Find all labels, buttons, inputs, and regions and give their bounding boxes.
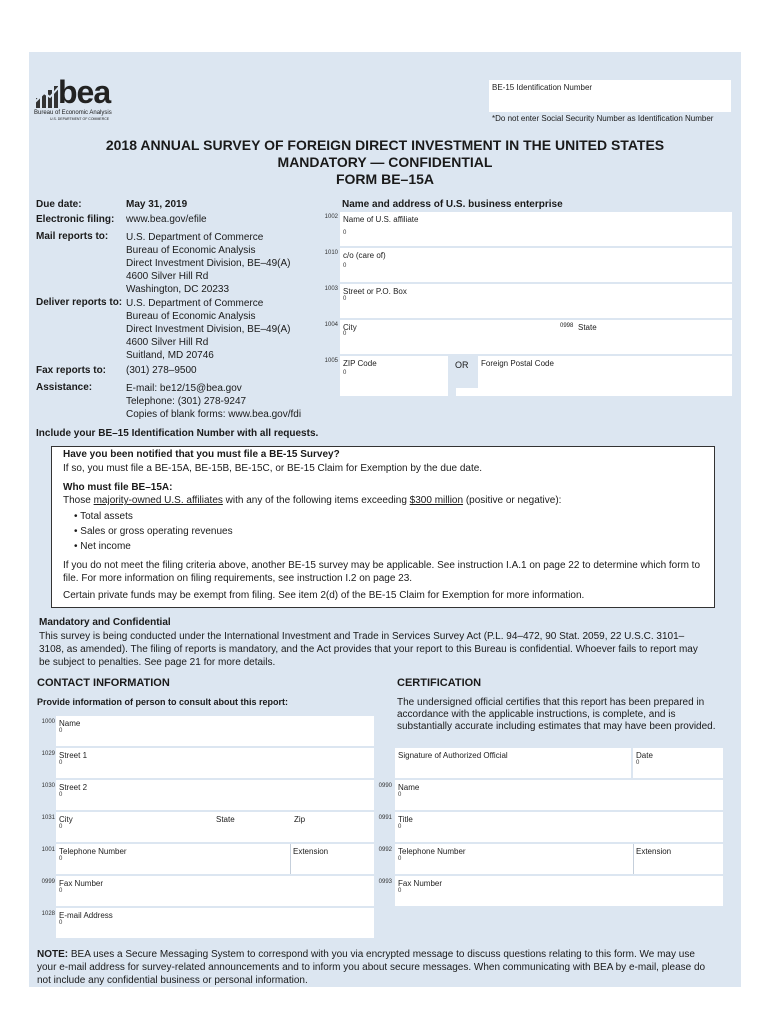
- contact-state-label: State: [216, 815, 235, 824]
- official-telephone-field[interactable]: Telephone Number 0 Extension: [395, 844, 723, 874]
- page-title: 2018 ANNUAL SURVEY OF FOREIGN DIRECT INVESTMENT IN THE UNITED STATES MANDATORY — CONFIDENTIAL FORM BE–15A: [105, 137, 665, 187]
- field-number: 1031: [41, 815, 55, 821]
- contact-street1-field[interactable]: Street 1 0: [56, 748, 374, 778]
- field-number: 1001: [41, 847, 55, 853]
- filing-notice-box: [51, 446, 715, 608]
- due-date-value: May 31, 2019: [126, 199, 188, 210]
- notified-heading: Have you been notified that you must file a BE-15 Survey?: [63, 449, 340, 460]
- field-number: 1005: [324, 358, 338, 364]
- field-number: 1010: [324, 250, 338, 256]
- contact-subheading: Provide information of person to consult about this report:: [37, 697, 289, 707]
- official-extension-label: Extension: [636, 847, 672, 856]
- assistance-info: E-mail: be12/15@bea.gov Telephone: (301) 278-9247 Copies of blank forms: www.bea.gov/fdi: [126, 383, 302, 420]
- include-id-note: Include your BE–15 Identification Number with all requests.: [36, 428, 319, 439]
- official-title-field[interactable]: Title 0: [395, 812, 723, 842]
- list-item: • Total assets: [74, 511, 133, 522]
- signature-field[interactable]: Signature of Authorized Official: [395, 748, 631, 778]
- field-number: 1003: [324, 286, 338, 292]
- official-name-field[interactable]: Name 0: [395, 780, 723, 810]
- field-number: 0990: [378, 783, 392, 789]
- who-must-file-heading: Who must file BE–15A:: [63, 482, 173, 493]
- field-number: 0992: [378, 847, 392, 853]
- certification-text: The undersigned official certifies that this report has been prepared in accordance with the applicable instructions, is complete, and is substantially accurate including estimates that may have been provided.: [397, 697, 716, 732]
- mail-address: U.S. Department of Commerce Bureau of Economic Analysis Direct Investment Division, BE–49(A) 4600 Silver Hill Rd Washington, DC 20233: [126, 232, 291, 295]
- date-field[interactable]: Date 0: [633, 748, 723, 778]
- fax-label: Fax reports to:: [36, 365, 107, 376]
- threshold-link[interactable]: $300 million: [409, 495, 464, 506]
- notified-text: If so, you must file a BE-15A, BE-15B, BE-15C, or BE-15 Claim for Exemption by the due date.: [63, 463, 483, 474]
- field-number: 1029: [41, 751, 55, 757]
- contact-telephone-field[interactable]: Telephone Number 0 Extension: [56, 844, 374, 874]
- state-label: State: [578, 323, 597, 332]
- who-must-file-text: Those majority-owned U.S. affiliates with any of the following items exceeding $300 million (positive or negative):: [63, 495, 562, 506]
- mandatory-heading: Mandatory and Confidential: [39, 617, 171, 628]
- private-funds-text: Certain private funds may be exempt from filing. See item 2(d) of the BE-15 Claim for Exemption for more information.: [63, 590, 585, 601]
- list-item: • Sales or gross operating revenues: [74, 526, 233, 537]
- identification-number-field[interactable]: BE-15 Identification Number: [489, 80, 731, 112]
- street-field[interactable]: Street or P.O. Box 0: [340, 284, 732, 318]
- ssn-note: *Do not enter Social Security Number as Identification Number: [492, 114, 714, 123]
- efile-link[interactable]: www.bea.gov/efile: [126, 214, 207, 225]
- affiliate-name-field[interactable]: Name of U.S. affiliate 0: [340, 212, 732, 246]
- field-number: 1030: [41, 783, 55, 789]
- fax-value: (301) 278–9500: [126, 365, 197, 376]
- deliver-label: Deliver reports to:: [36, 297, 123, 308]
- contact-email-field[interactable]: E-mail Address 0: [56, 908, 374, 938]
- applicability-text: If you do not meet the filing criteria above, another BE-15 survey may be applicable. See instruction I.A.1 on page 22 to determine which form to file. For more information on filing requirements, see instruction I.2 on page 23.: [63, 560, 701, 584]
- field-number: 0991: [378, 815, 392, 821]
- list-item: • Net income: [74, 541, 131, 552]
- city-field[interactable]: City 0 0998 State: [340, 320, 732, 354]
- official-fax-field[interactable]: Fax Number 0: [395, 876, 723, 906]
- foreign-postal-code-field[interactable]: Foreign Postal Code: [478, 356, 732, 396]
- zip-extension: [456, 388, 478, 396]
- majority-owned-link[interactable]: majority-owned U.S. affiliates: [93, 495, 223, 506]
- contact-city-field[interactable]: City 0 State Zip: [56, 812, 374, 842]
- secure-messaging-note: NOTE: BEA uses a Secure Messaging System to correspond with you via encrypted message to discuss questions relating to this form. We may use your e-mail address for survey-related announcements and to inform you about secure messages. When communicating with BEA by e-mail, please do not include any confidential business or personal information.: [37, 949, 706, 986]
- field-number: 1000: [41, 719, 55, 725]
- contact-heading: CONTACT INFORMATION: [37, 677, 170, 689]
- contact-fax-field[interactable]: Fax Number 0: [56, 876, 374, 906]
- mail-label: Mail reports to:: [36, 231, 109, 242]
- assistance-label: Assistance:: [36, 382, 93, 393]
- contact-extension-label: Extension: [293, 847, 329, 856]
- contact-street2-field[interactable]: Street 2 0: [56, 780, 374, 810]
- zip-code-field[interactable]: ZIP Code 0: [340, 356, 448, 396]
- deliver-address: U.S. Department of Commerce Bureau of Economic Analysis Direct Investment Division, BE–49(A) 4600 Silver Hill Rd Suitland, MD 20746: [126, 298, 291, 361]
- field-number: 1004: [324, 322, 338, 328]
- due-date-label: Due date:: [36, 199, 82, 210]
- contact-zip-label: Zip: [294, 815, 306, 824]
- bea-logo: bea Bureau of Economic Analysis U.S. DEPARTMENT OF COMMERCE: [34, 74, 112, 121]
- efile-label: Electronic filing:: [36, 214, 115, 225]
- or-box: OR: [450, 358, 476, 372]
- address-heading: Name and address of U.S. business enterprise: [342, 199, 563, 210]
- contact-name-field[interactable]: Name 0: [56, 716, 374, 746]
- field-number: 1002: [324, 214, 338, 220]
- field-number: 0999: [41, 879, 55, 885]
- logo-mark-icon: [34, 84, 60, 110]
- field-number: 1028: [41, 911, 55, 917]
- field-number: 0993: [378, 879, 392, 885]
- mandatory-text: This survey is being conducted under the International Investment and Trade in Services Survey Act (P.L. 94–472, 90 Stat. 2059, 22 U.S.C. 3101–3108, as amended). The filing of reports is mandatory, and the Act provides that your report to this Bureau is confidential. Whoever fails to report may be subject to penalties. See page 21 for more details.: [39, 631, 698, 668]
- certification-heading: CERTIFICATION: [397, 677, 482, 689]
- criteria-list: [74, 511, 233, 556]
- care-of-field[interactable]: c/o (care of) 0: [340, 248, 732, 282]
